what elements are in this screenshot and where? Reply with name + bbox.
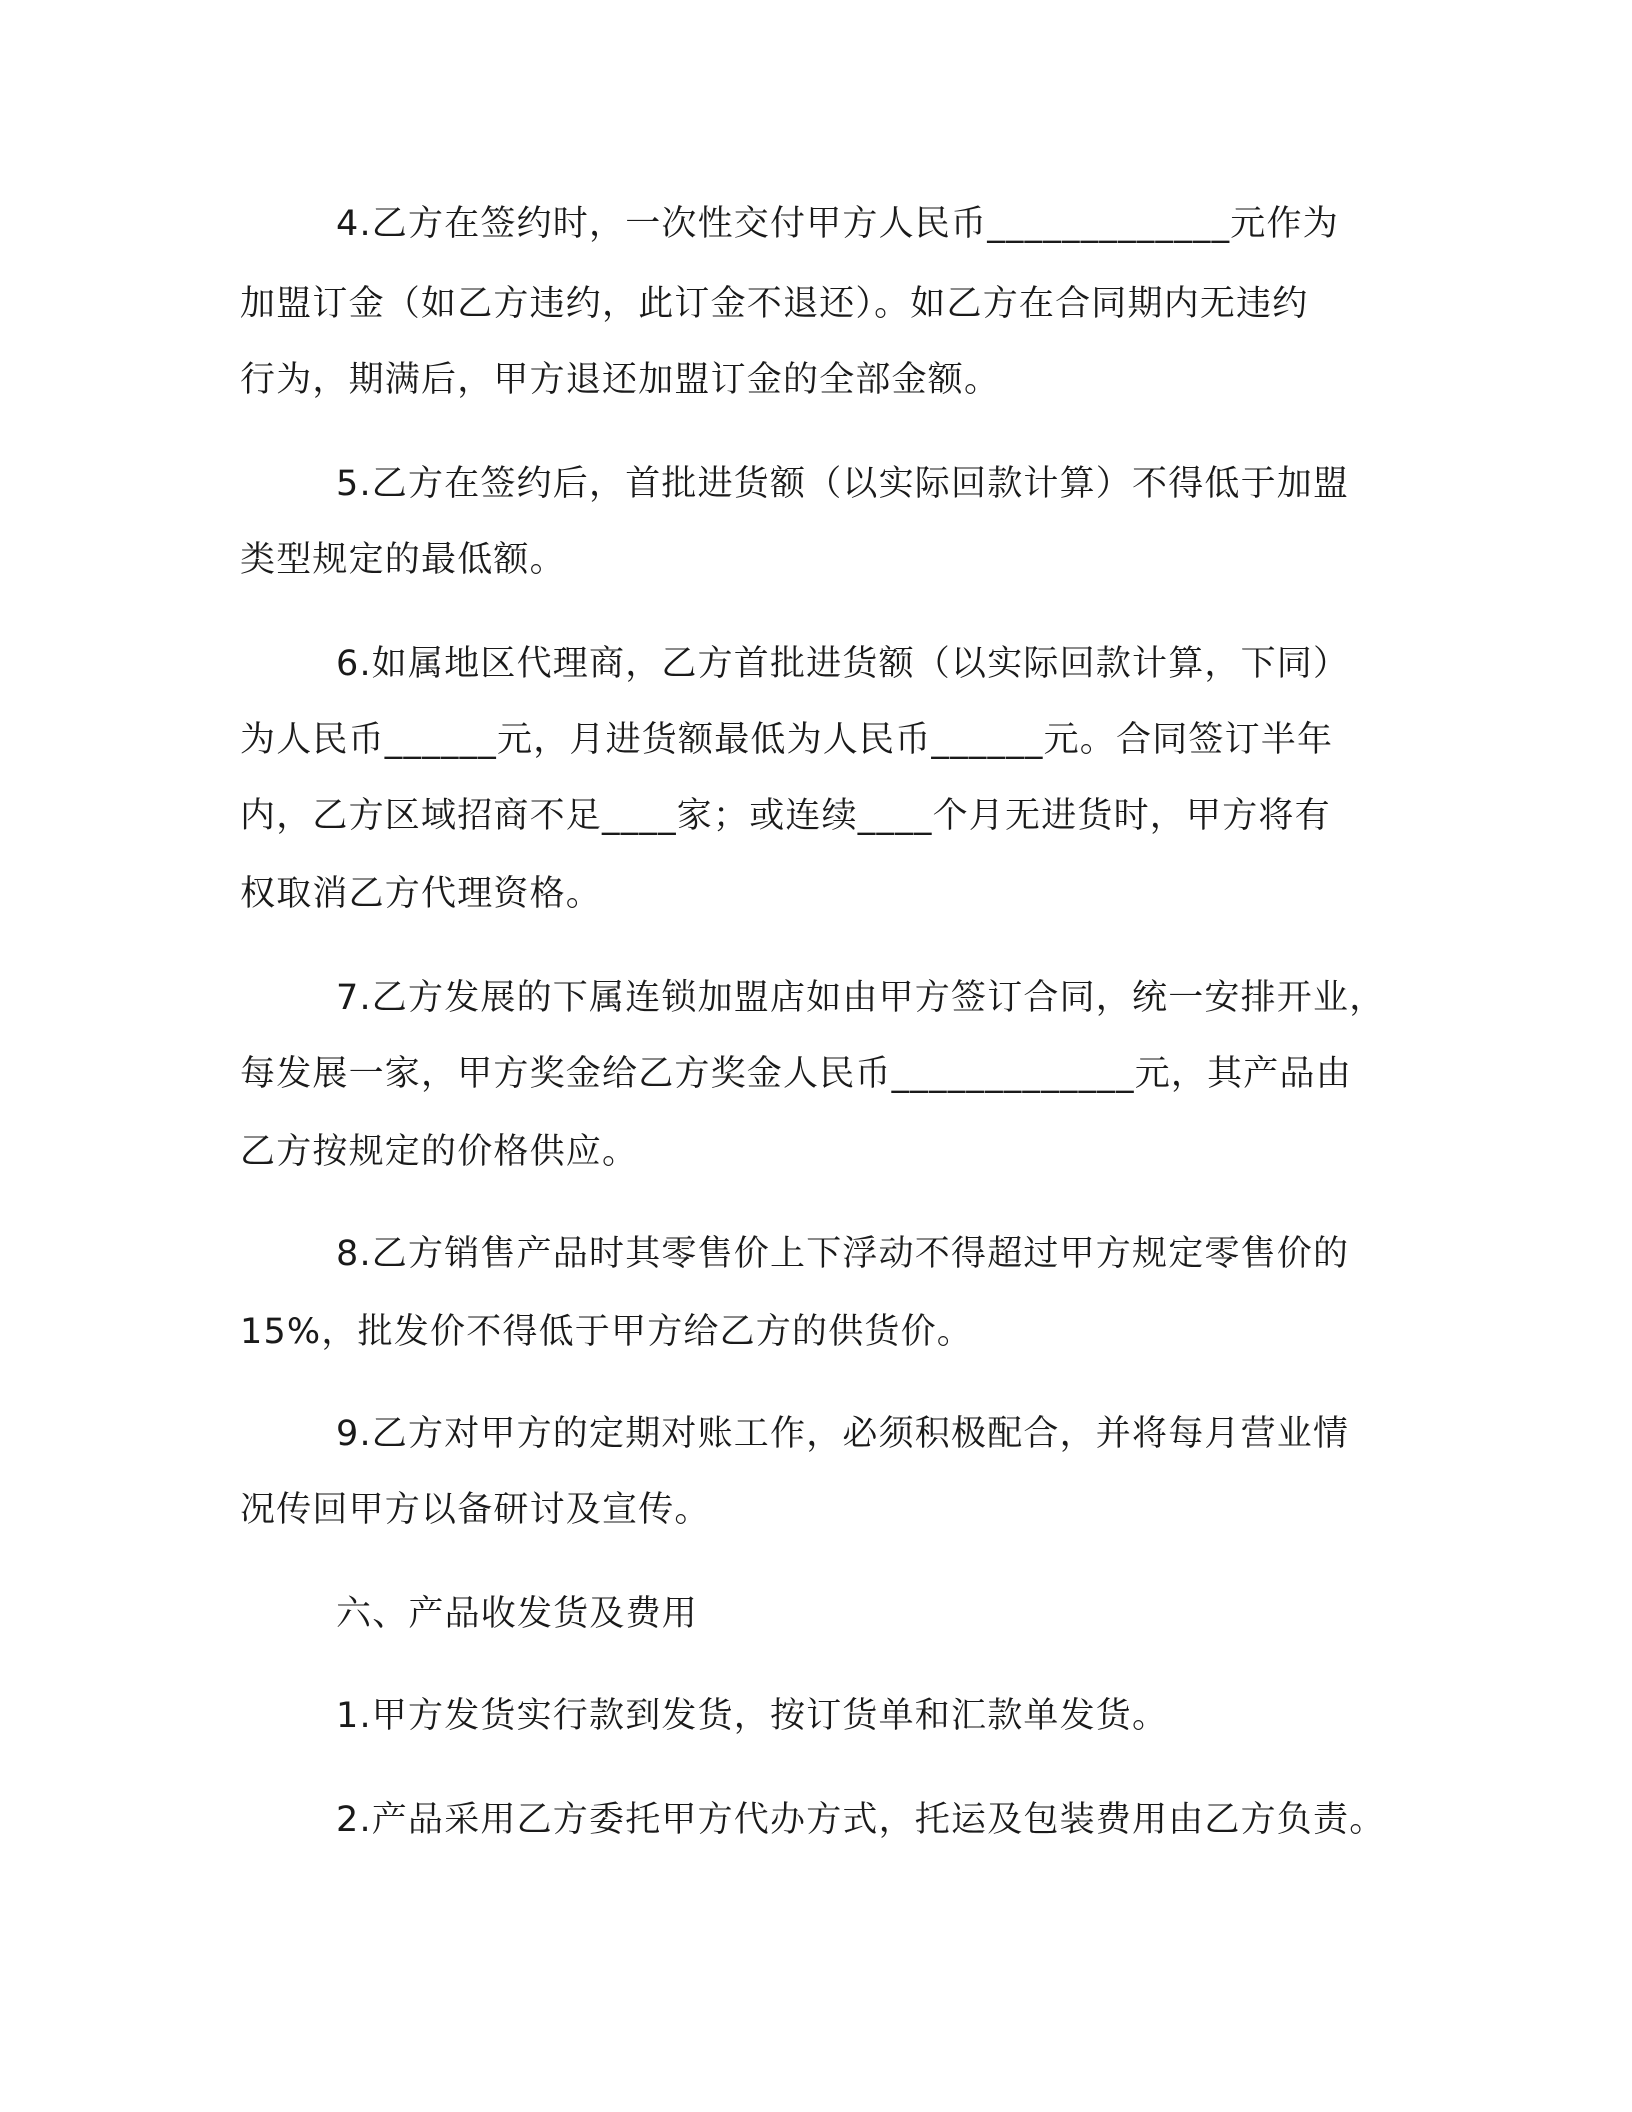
- section-6-heading: 六、产品收发货及费用: [336, 1594, 699, 1634]
- clause-5-line-2: 类型规定的最低额。: [240, 540, 566, 580]
- clause-7-line-1: 7.乙方发展的下属连锁加盟店如由甲方签订合同，统一安排开业，: [336, 978, 1386, 1018]
- clause-6-line-4: 权取消乙方代理资格。: [240, 874, 603, 914]
- clause-6-line-3: 内，乙方区域招商不足____家；或连续____个月无进货时，甲方将有: [240, 796, 1331, 836]
- clause-4-line-3: 行为，期满后，甲方退还加盟订金的全部金额。: [240, 360, 1001, 400]
- clause-5-line-1: 5.乙方在签约后，首批进货额（以实际回款计算）不得低于加盟: [336, 464, 1350, 504]
- clause-4-line-1: 4.乙方在签约时，一次性交付甲方人民币_____________元作为: [336, 204, 1339, 244]
- section-6-clause-1: 1.甲方发货实行款到发货，按订货单和汇款单发货。: [336, 1696, 1169, 1736]
- clause-9-line-1: 9.乙方对甲方的定期对账工作，必须积极配合，并将每月营业情: [336, 1414, 1350, 1454]
- clause-8-line-2: 15%，批发价不得低于甲方给乙方的供货价。: [240, 1312, 973, 1352]
- clause-7-line-3: 乙方按规定的价格供应。: [240, 1132, 639, 1172]
- clause-8-line-1: 8.乙方销售产品时其零售价上下浮动不得超过甲方规定零售价的: [336, 1234, 1350, 1274]
- clause-4-line-2: 加盟订金（如乙方违约，此订金不退还）。如乙方在合同期内无违约: [240, 284, 1309, 324]
- section-6-clause-2: 2.产品采用乙方委托甲方代办方式，托运及包装费用由乙方负责。: [336, 1800, 1386, 1840]
- clause-7-line-2: 每发展一家，甲方奖金给乙方奖金人民币_____________元，其产品由: [240, 1054, 1352, 1094]
- clause-9-line-2: 况传回甲方以备研讨及宣传。: [240, 1490, 711, 1530]
- clause-6-line-2: 为人民币______元，月进货额最低为人民币______元。合同签订半年: [240, 720, 1334, 760]
- clause-6-line-1: 6.如属地区代理商，乙方首批进货额（以实际回款计算，下同）: [336, 644, 1350, 684]
